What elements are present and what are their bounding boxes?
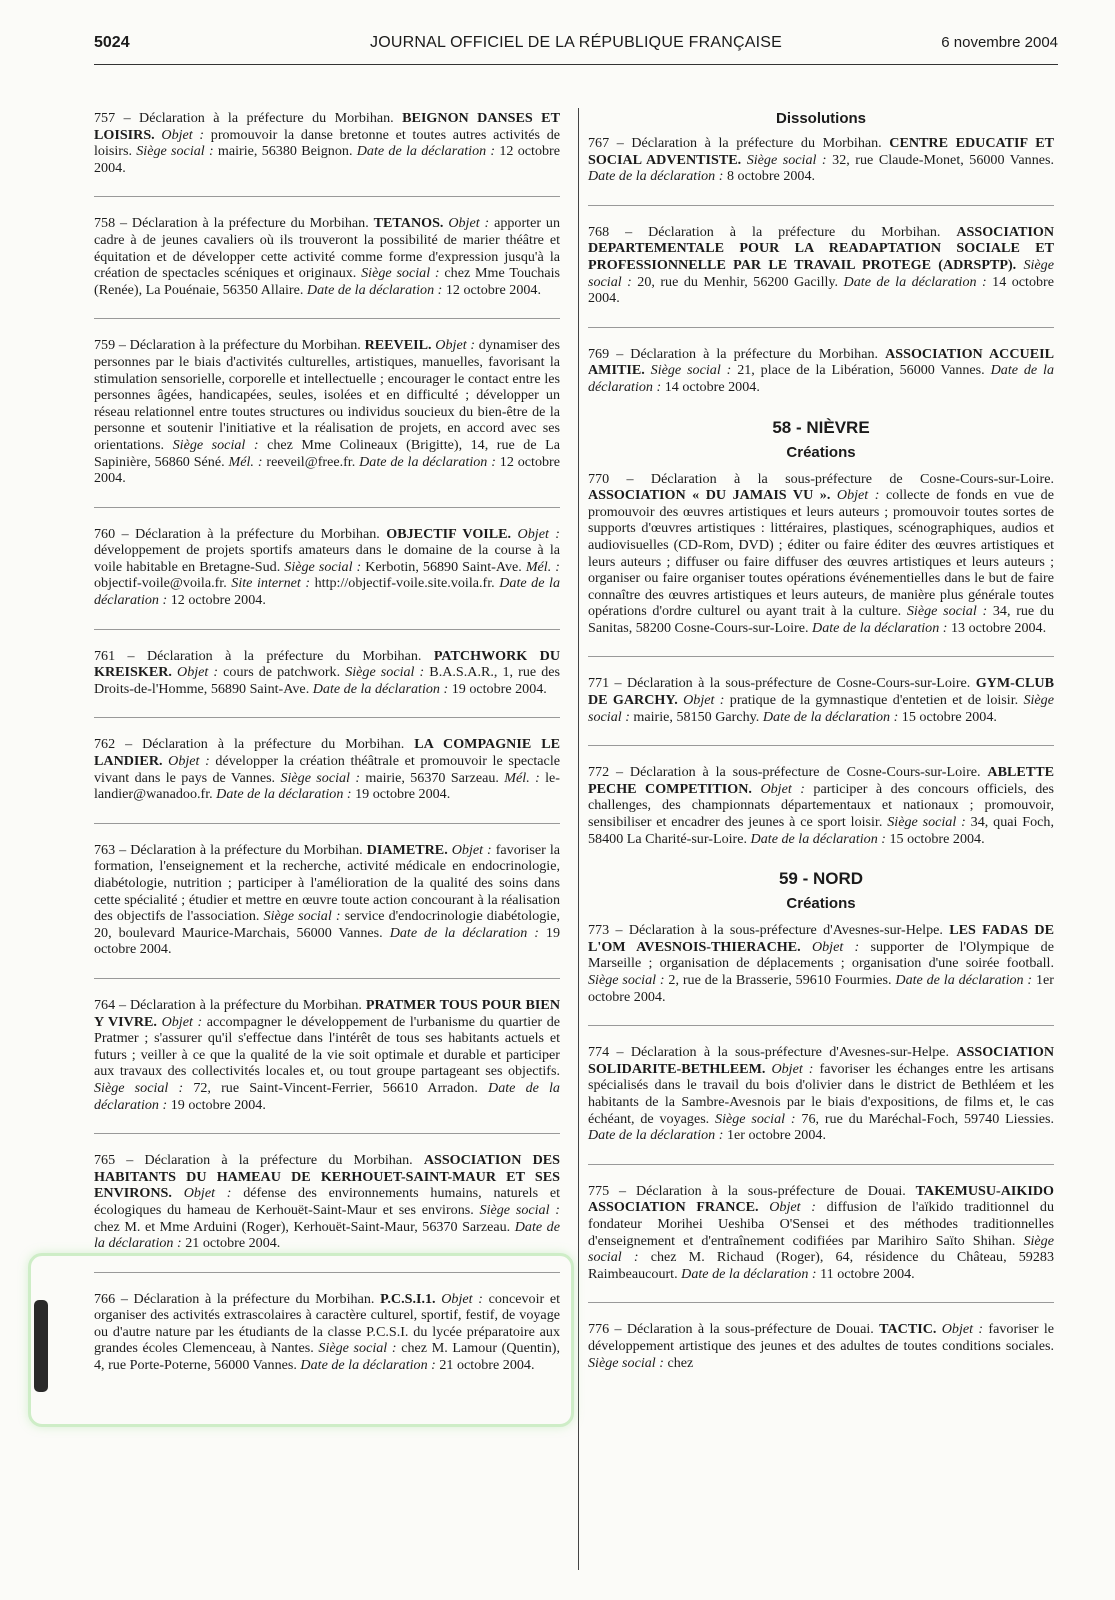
announcement-prefecture: – Déclaration à la préfecture du Morbihan. [120, 1290, 381, 1307]
announcement-760 [94, 526, 560, 609]
siege-text: 20, rue du Menhir, 56200 Gacilly. [631, 273, 839, 290]
announcement-number: 775 [588, 1182, 620, 1199]
association-name: ASSOCIATION ACCUEIL AMITIE. [588, 345, 1055, 379]
announcement-number: 762 [94, 736, 126, 753]
objet-text: favoriser le développement artistique des jeunes et des adultes de toutes conditions sociales. [588, 1321, 1054, 1354]
objet-label: Objet : [161, 126, 205, 143]
objet-label: Objet : [161, 1013, 203, 1030]
date-text: 12 octobre 2004. [94, 453, 561, 487]
date-label: Date de la déclaration : [588, 362, 1055, 395]
date-text: 15 octobre 2004. [898, 708, 997, 725]
announcement-759 [94, 337, 560, 486]
announcement-number: 770 [588, 470, 627, 487]
association-name: DIAMETRE. [366, 841, 448, 858]
date-text: 8 octobre 2004. [723, 168, 816, 185]
announcement-773 [588, 922, 1054, 1005]
mel-label: Mél. : [525, 558, 560, 575]
journal-title: JOURNAL OFFICIEL DE LA RÉPUBLIQUE FRANÇAISE [370, 34, 782, 51]
date-text: 19 octobre 2004. [351, 786, 451, 803]
announcement-767 [588, 135, 1054, 185]
objet-text: accompagner le développement de l'urbanisme du quartier de Pratmer ; s'assurer qu'il s'effectue dans l'intérêt de tous ses habitants actuels et futurs ; veiller à ce que la qualité de la vie soit optimale et durable et participer aux travaux des collectivités locales et, ou tout groupe partageant ses objectifs. [94, 1013, 561, 1080]
siege-label: Siège social : [136, 143, 214, 160]
announcement-number: 768 [588, 223, 626, 240]
association-name: TAKEMUSU-AIKIDO ASSOCIATION FRANCE. [588, 1182, 1054, 1216]
date-label: Date de la déclaration : [300, 1357, 436, 1374]
objet-text: concevoir et organiser des activités extrascolaires à caractère culturel, sportif, festif, de voyage ou d'autre nature par les étudiants de la classe P.C.S.I. du lycée préparatoire aux grandes écoles Clemenceau, à Nantes. [94, 1290, 561, 1357]
siege-label: Siège social : [318, 1340, 397, 1357]
date-text: 14 octobre 2004. [661, 378, 760, 395]
siege-label: Siège social : [588, 1354, 664, 1371]
siege-text: 32, rue Claude-Monet, 56000 Vannes. [826, 151, 1055, 168]
objet-label: Objet : [451, 841, 492, 858]
siege-text: mairie, 56380 Beignon. [213, 143, 353, 160]
association-name: ASSOCIATION « DU JAMAIS VU ». [588, 487, 831, 504]
objet-text: pratique de la gymnastique d'entetien et de loisir. [724, 692, 1019, 709]
section-heading-59: 59 - NORD [778, 869, 864, 889]
association-name: TETANOS. [373, 215, 444, 232]
date-label: Date de la déclaration : [356, 143, 496, 160]
right-column [588, 110, 1054, 1371]
siege-label: Siège social : [588, 256, 1054, 290]
announcement-prefecture: – Déclaration à la préfecture du Morbihan. [616, 345, 886, 362]
objet-text: favoriser la formation, l'enseignement et la recherche, activité médicale en endocrinologie, diabétologie, nutrition ; participer à l'amélioration de la qualité des soins dans cette spécialité ; étudier et mettre en œuvre toute action concourant à la réalisation des objectifs de l'association. [94, 841, 560, 925]
announcement-prefecture: – Déclaration à la préfecture du Morbihan. [120, 215, 374, 232]
issue-date: 6 novembre 2004 [941, 34, 1058, 51]
objet-text: participer à des concours officiels, des challenges, des championnats départementaux et nationaux ; promouvoir, sensibiliser et encadrer des jeunes à ce sport loisir. [588, 780, 1055, 831]
siege-text: chez M. Richaud (Roger), 64, résidence du Château, 59283 Raimbeaucourt. [588, 1249, 1054, 1282]
mel-text: objectif-voile@voila.fr. [94, 575, 227, 592]
announcement-prefecture: – Déclaration à la sous-préfecture d'Avesnes-sur-Helpe. [616, 1044, 957, 1061]
siege-label: Siège social : [588, 692, 1054, 725]
siege-text: Kerbotin, 56890 Saint-Ave. [361, 558, 522, 575]
siege-label: Siège social : [280, 769, 361, 786]
announcement-number: 773 [588, 922, 616, 939]
announcement-number: 769 [588, 345, 617, 362]
announcement-number: 765 [94, 1152, 127, 1169]
date-label: Date de la déclaration : [843, 273, 987, 290]
announcement-775 [588, 1183, 1054, 1283]
siege-label: Siège social : [715, 1110, 796, 1127]
date-label: Date de la déclaration : [312, 680, 449, 697]
siege-label: Siège social : [650, 362, 732, 379]
announcement-772 [588, 764, 1054, 847]
announcement-number: 760 [94, 525, 122, 542]
announcement-prefecture: – Déclaration à la préfecture du Morbihan. [625, 223, 957, 240]
announcement-number: 757 [94, 110, 124, 126]
siege-text: mairie, 56370 Sarzeau. [360, 769, 499, 786]
mel-label: Mél. : [504, 769, 540, 786]
objet-text: favoriser les échanges entre les artisans spécialisés dans le travail du bois d'olivier dans le district de Bethléem et les habitants de la Sambre-Avesnois par le biais d'expositions, de films et, le cas échéant, de voyages. [588, 1060, 1054, 1127]
mel-label: Mél. : [228, 453, 263, 470]
objet-label: Objet : [517, 525, 561, 542]
date-label: Date de la déclaration : [94, 1218, 560, 1252]
announcement-prefecture: – Déclaration à la préfecture du Morbihan. [118, 337, 365, 354]
siege-text: 34, rue du Sanitas, 58200 Cosne-Cours-sur-Loire. [588, 603, 1054, 636]
siege-text: chez M. et Mme Arduini (Roger), Kerhouët-Saint-Maur, 56370 Sarzeau. [94, 1218, 511, 1235]
announcement-number: 767 [588, 135, 617, 151]
objet-text: promouvoir la danse bretonne et toutes autres activités de loisirs. [94, 126, 561, 160]
date-text: 11 octobre 2004. [816, 1265, 915, 1282]
date-text: 15 octobre 2004. [885, 830, 985, 847]
announcement-758 [94, 215, 560, 298]
announcement-number: 774 [588, 1044, 617, 1061]
page-number: 5024 [94, 34, 130, 51]
date-text: 19 octobre 2004. [167, 1096, 266, 1113]
date-text: 21 octobre 2004. [435, 1357, 535, 1374]
announcement-prefecture: – Déclaration à la préfecture du Morbihan. [121, 525, 387, 542]
association-name: GYM-CLUB DE GARCHY. [588, 675, 1054, 709]
association-name: REEVEIL. [364, 337, 432, 354]
objet-text: défense des environnements humains, naturels et écologiques du hameau de Kerhouët-Saint-Maur et ses environs. [94, 1185, 561, 1218]
announcement-prefecture: – Déclaration à la sous-préfecture d'Avesnes-sur-Helpe. [615, 922, 950, 939]
date-text: 21 octobre 2004. [181, 1235, 281, 1252]
association-name: PATCHWORK DU KREISKER. [94, 647, 561, 681]
objet-text: développement de projets sportifs amateurs dans le domaine de la course à la voile habitable en Bretagne-Sud. [94, 542, 560, 575]
date-label: Date de la déclaration : [750, 830, 886, 847]
objet-label: Objet : [811, 938, 860, 955]
siege-text: 34, quai Foch, 58400 La Charité-sur-Loire. [588, 814, 1054, 847]
objet-text: dynamiser des personnes par le biais d'activités culturelles, artistiques, manuelles, favorisant la stimulation sensorielle, corporelle et intellectuelle ; encourager le contact entre les personnes âgées, handicapées, seules, isolées et en difficulté ; développer un réseau relationnel entre toutes structures ou individus soucieux du bien-être de la personne et soutenir l'initiative et la réalisation de projets, en accord avec ses orientations. [94, 337, 561, 453]
association-name: ASSOCIATION SOLIDARITE-BETHLEEM. [588, 1044, 1054, 1077]
date-label: Date de la déclaration : [895, 972, 1033, 988]
siege-label: Siège social : [345, 664, 425, 681]
association-name: ASSOCIATION DEPARTEMENTALE POUR LA READAPTATION SOCIALE ET PROFESSIONNELLE PAR LE TRAVAIL PROTEGE (ADRSPTP). [588, 223, 1054, 273]
siege-label: Siège social : [361, 265, 440, 282]
date-text: 1er octobre 2004. [588, 972, 1054, 1005]
announcement-771 [588, 675, 1054, 725]
objet-label: Objet : [769, 1199, 816, 1216]
announcement-number: 776 [588, 1321, 615, 1338]
announcement-774 [588, 1044, 1054, 1144]
announcement-770 [588, 471, 1054, 637]
association-name: CENTRE EDUCATIF ET SOCIAL ADVENTISTE. [588, 135, 1054, 168]
siege-label: Siège social : [906, 603, 988, 620]
date-label: Date de la déclaration : [216, 786, 352, 803]
date-text: 12 octobre 2004. [442, 281, 541, 298]
announcement-prefecture: – Déclaration à la préfecture du Morbihan. [126, 1152, 424, 1169]
header-rule [94, 64, 1058, 65]
section-heading-58: 58 - NIÈVRE [772, 417, 870, 437]
association-name: BEIGNON DANSES ET LOISIRS. [94, 110, 560, 143]
association-name: P.C.S.I.1. [380, 1290, 436, 1307]
siege-label: Siège social : [746, 151, 827, 168]
announcement-number: 761 [94, 647, 128, 664]
association-name: ABLETTE PECHE COMPETITION. [588, 764, 1055, 797]
objet-label: Objet : [771, 1060, 814, 1077]
siege-text: chez Mme Colineaux (Brigitte), 14, rue de La Sapinière, 56860 Séné. [94, 436, 560, 470]
siege-text: chez Mme Touchais (Renée), La Pouénaie, 56350 Allaire. [94, 265, 560, 298]
objet-label: Objet : [941, 1321, 984, 1338]
announcement-757 [94, 110, 560, 176]
siege-label: Siège social : [588, 972, 665, 988]
date-text: 13 octobre 2004. [947, 619, 1047, 636]
siege-text: mairie, 58150 Garchy. [629, 708, 760, 725]
announcement-762 [94, 736, 560, 802]
association-name: LA COMPAGNIE LE LANDIER. [94, 736, 560, 770]
objet-label: Objet : [183, 1185, 232, 1202]
section-sub-creations-59: Créations [786, 895, 856, 913]
mel-text: reeveil@free.fr. [262, 453, 356, 470]
ink-marker-mark [34, 1300, 48, 1392]
announcement-number: 764 [94, 996, 120, 1013]
objet-label: Objet : [836, 487, 880, 504]
objet-text: développer la création théâtrale et promouvoir le spectacle vivant dans le pays de Vannes. [94, 753, 560, 786]
siege-text: 76, rue du Maréchal-Foch, 59740 Liessies. [795, 1110, 1054, 1127]
announcement-number: 758 [94, 215, 121, 232]
objet-text: cours de patchwork. [218, 664, 341, 681]
announcement-prefecture: – Déclaration à la préfecture du Morbihan. [123, 110, 403, 126]
date-text: 12 octobre 2004. [167, 592, 266, 609]
announcement-764 [94, 997, 560, 1113]
announcement-766 [94, 1291, 560, 1374]
association-name: OBJECTIF VOILE. [386, 525, 512, 542]
announcement-prefecture: – Déclaration à la sous-préfecture de Cosne-Cours-sur-Loire. [614, 675, 976, 692]
announcement-prefecture: – Déclaration à la préfecture du Morbihan. [119, 996, 366, 1013]
date-label: Date de la déclaration : [762, 708, 899, 725]
objet-label: Objet : [168, 753, 210, 770]
association-name: ASSOCIATION DES HABITANTS DU HAMEAU DE KERHOUET-SAINT-MAUR ET SES ENVIRONS. [94, 1152, 561, 1202]
siege-label: Siège social : [263, 908, 341, 925]
date-label: Date de la déclaration : [588, 168, 724, 185]
siege-text: chez M. Lamour (Quentin), 4, rue Porte-Poterne, 56000 Vannes. [94, 1340, 560, 1374]
announcement-number: 771 [588, 675, 615, 692]
section-sub-creations-58: Créations [786, 443, 856, 461]
siege-label: Siège social : [94, 1079, 184, 1096]
objet-label: Objet : [435, 337, 476, 354]
date-label: Date de la déclaration : [588, 1127, 724, 1144]
announcement-prefecture: – Déclaration à la préfecture du Morbihan. [119, 841, 367, 858]
siege-text: 2, rue de la Brasserie, 59610 Fourmies. [664, 972, 892, 988]
date-label: Date de la déclaration : [389, 924, 539, 941]
date-label: Date de la déclaration : [681, 1265, 817, 1282]
announcement-763 [94, 842, 560, 958]
announcement-768 [588, 224, 1054, 307]
objet-label: Objet : [177, 664, 219, 681]
announcement-prefecture: – Déclaration à la sous-préfecture de Cosne-Cours-sur-Loire. [626, 470, 1054, 487]
page-header [94, 34, 1058, 64]
siege-text: 72, rue Saint-Vincent-Ferrier, 56610 Arradon. [183, 1079, 478, 1096]
announcement-769 [588, 346, 1054, 396]
site-text: http://objectif-voile.site.voila.fr. [310, 575, 495, 592]
siege-text: service d'endocrinologie diabétologie, 20, boulevard Maurice-Marchais, 56000 Vannes. [94, 908, 560, 941]
date-label: Date de la déclaration : [94, 1079, 560, 1113]
siege-text: 21, place de la Libération, 56000 Vannes. [731, 362, 985, 379]
siege-label: Siège social : [479, 1201, 560, 1218]
date-text: 19 octobre 2004. [448, 680, 547, 697]
announcement-prefecture: – Déclaration à la sous-préfecture de Cosne-Cours-sur-Loire. [616, 764, 988, 781]
announcement-765 [94, 1152, 560, 1252]
date-label: Date de la déclaration : [812, 619, 948, 636]
association-name: LES FADAS DE L'OM AVESNOIS-THIERACHE. [588, 922, 1055, 955]
announcement-776 [588, 1321, 1054, 1371]
objet-text: supporter de l'Olympique de Marseille ; organisation de déplacements ; organisation d'une soirée football. [588, 938, 1054, 972]
announcement-prefecture: – Déclaration à la préfecture du Morbihan. [616, 135, 890, 151]
date-label: Date de la déclaration : [94, 575, 560, 609]
announcement-number: 763 [94, 841, 120, 858]
objet-text: apporter un cadre à de jeunes cavaliers où ils trouveront la possibilité de marier théâtre et équitation et de développer cette activité comme forme d'expression jusqu'à la création de spectacles scéniques et originaux. [94, 215, 560, 282]
announcement-761 [94, 648, 560, 698]
objet-label: Objet : [683, 692, 725, 709]
siege-label: Siège social : [588, 1232, 1054, 1266]
objet-text: diffusion de l'aïkido traditionnel du fondateur Morihei Ueshiba O'Sensei et des méthodes traditionnelles d'enseignement et d'entraînement codifiées par Marihiro Saïto Shihan. [588, 1199, 1055, 1249]
date-label: Date de la déclaration : [359, 453, 496, 470]
mel-text: le-landier@wanadoo.fr. [94, 769, 560, 803]
association-name: TACTIC. [879, 1321, 937, 1338]
announcement-prefecture: – Déclaration à la sous-préfecture de Douai. [614, 1321, 880, 1338]
announcement-prefecture: – Déclaration à la sous-préfecture de Douai. [619, 1182, 916, 1199]
siege-label: Siège social : [284, 558, 362, 575]
objet-text: collecte de fonds en vue de promouvoir des œuvres artistiques et leurs auteurs ; promouvoir toutes sortes de supports d'œuvres artistiques : littéraires, plastiques, scénographiques, audios et audiovisuelles (CD-Rom, DVD) ; éditer ou faire éditer des œuvres artistiques et leurs auteurs ; diffuser ou faire diffuser des œuvres artistiques et leurs auteurs ; organiser ou faire organiser toutes opérations événementielles dans le but de faire connaître des œuvres artistiques et leurs auteurs, de manière plus générale toutes opérations d'ordre culturel ou ayant trait à la culture. [588, 487, 1054, 620]
siege-label: Siège social : [172, 436, 259, 453]
siege-label: Siège social : [887, 814, 966, 831]
date-text: 1er octobre 2004. [723, 1127, 826, 1144]
association-name: PRATMER TOUS POUR BIEN Y VIVRE. [94, 996, 560, 1030]
column-divider [578, 108, 579, 1570]
date-text: 19 octobre 2004. [94, 924, 560, 958]
objet-label: Objet : [760, 780, 805, 797]
objet-label: Objet : [441, 1290, 483, 1307]
date-label: Date de la déclaration : [306, 281, 443, 298]
announcement-number: 772 [588, 764, 617, 781]
siege-text: chez [663, 1354, 694, 1371]
site-label: Site internet : [231, 575, 311, 592]
date-text: 14 octobre 2004. [588, 273, 1054, 307]
siege-text: B.A.S.A.R., 1, rue des Droits-de-l'Homme, 56890 Saint-Ave. [94, 664, 560, 697]
announcement-prefecture: – Déclaration à la préfecture du Morbihan. [127, 647, 434, 664]
date-text: 12 octobre 2004. [94, 143, 560, 176]
section-heading-dissolutions: Dissolutions [775, 110, 866, 127]
left-column [94, 110, 560, 1374]
announcement-prefecture: – Déclaration à la préfecture du Morbihan. [125, 736, 415, 753]
objet-label: Objet : [448, 215, 490, 232]
announcement-number: 759 [94, 337, 119, 354]
announcement-number: 766 [94, 1290, 121, 1307]
